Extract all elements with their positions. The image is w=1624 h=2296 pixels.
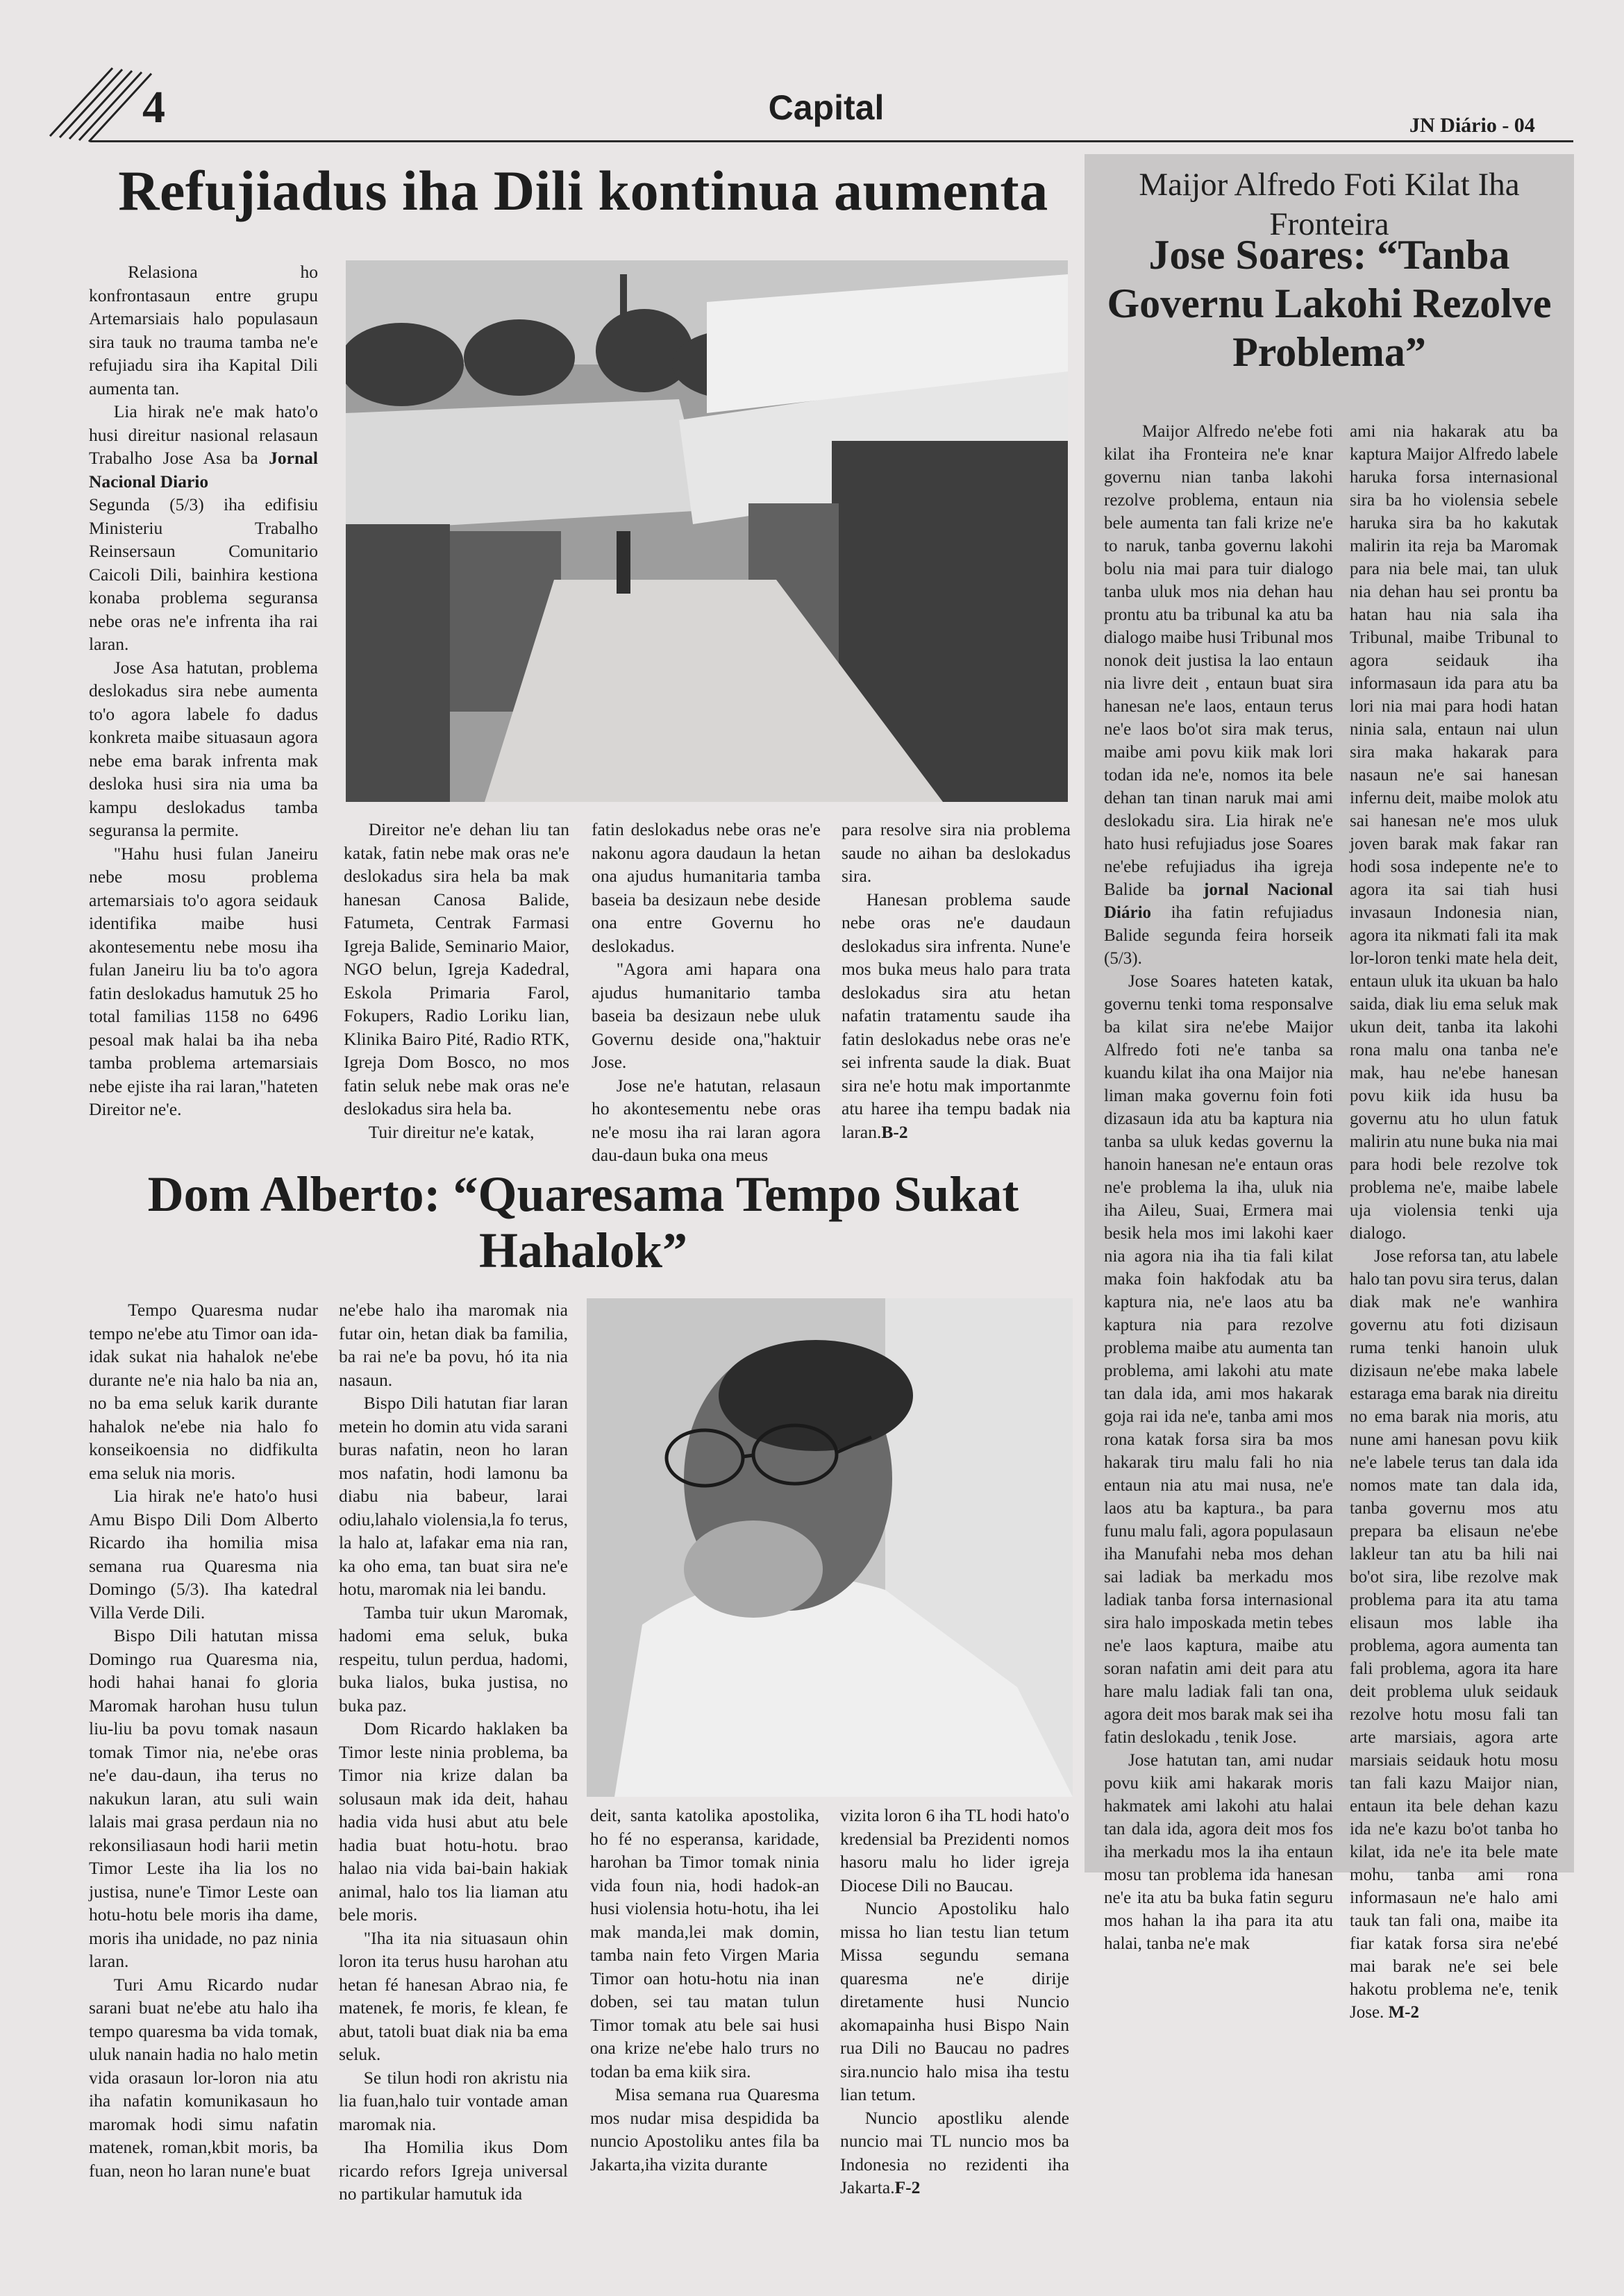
author-signature: B-2 xyxy=(881,1121,908,1142)
paragraph: Relasiona ho konfrontasaun entre grupu Artemarsiais halo populasaun sira tauk no trauma tamba ne'e refujiadu sira iha Kapital Dili aumenta tan. xyxy=(89,262,318,399)
paragraph: Bispo Dili hatutan fiar laran metein ho domin atu vida sarani buras nafatin, neon ho laran mos nafatin, hodi lamonu ba diabu nia babeur, larai odiu,lahalo violensia,la fo terus, la halo at, lafakar ema nia ran, ka oho ema, tan buat sira ne'e hotu, maromak nia lei bandu. xyxy=(339,1393,568,1599)
refugee-camp-photo xyxy=(346,260,1068,802)
paragraph: Se tilun hodi ron akristu nia lia fuan,halo tuir vontade aman maromak nia. xyxy=(339,2067,568,2134)
paragraph: Dom Ricardo haklaken ba Timor leste ninia problema, ba Timor nia krize dalan ba solusaun mak ida deit, hahau hadia vida husi abut atu bele hadia buat hotu-hotu. brao halao nia vida bai-bain hakiak animal, halo tos lia liaman atu bele moris. xyxy=(339,1718,568,1925)
paragraph: Turi Amu Ricardo nudar sarani buat ne'ebe atu halo iha tempo quaresma ba vida tomak, uluk nanain hadia no halo metin vida orasaun lor-loron nia atu iha nafatin komunikasaun ho maromak hodi simu nafatin matenek, roman,kbit moris, ba fuan, neon ho laran nune'e buat xyxy=(89,1974,318,2181)
header-rule xyxy=(90,140,1573,142)
paragraph: Jose hatutan tan, ami nudar povu kiik ami hakarak moris hakmatek ami lakohi atu halai tan dala ida, agora deit mos fos iha merkadu mos la iha entaun mosu tan problema ida hanesan ne'e ita atu ba buka fatin seguru mos hahan la iha para ita atu halai, tanba ne'e mak xyxy=(1104,1751,1333,1953)
paragraph: Misa semana rua Quaresma mos nudar misa despidida ba nuncio Apostoliku antes fila ba Jakarta,iha vizita durante xyxy=(590,2084,819,2175)
bishop-portrait-photo xyxy=(587,1298,1073,1797)
article2-col3 xyxy=(590,1804,819,2176)
paragraph: Hanesan problema saude nebe oras ne'e daudaun deslokadus sira infrenta. Nune'e mos buka meus halo para trata deslokadus sira atu hetan nafatin tratamentu saude iha fatin deslokadus nebe oras ne'e sei infrenta saude la diak. Buat sira ne'e hotu mak importanmte atu haree iha tempu badak nia laran.B-2 xyxy=(842,889,1071,1142)
paragraph: ne'ebe halo iha maromak nia futar oin, hetan diak ba familia, ba rai ne'e ba povu, hó ita nia nasaun. xyxy=(339,1300,568,1390)
paragraph: Nuncio Apostoliku halo missa ho lian testu lian tetum Missa segundu semana quaresma ne'e dirije diretamente husi Nuncio akomapainha husi Bispo Nain rua Dili no Baucau no padres sira.nuncio halo misa iha testu lian tetum. xyxy=(840,1898,1069,2104)
sidebar-col2 xyxy=(1350,420,1558,2024)
paragraph: para resolve sira nia problema saude no aihan ba deslokadus sira. xyxy=(842,819,1071,886)
sidebar-col1 xyxy=(1104,420,1333,1955)
article2-col2 xyxy=(339,1298,568,2206)
headline-line: Hahalok” xyxy=(478,1223,688,1279)
newspaper-name: Jornal Nacional Diario xyxy=(89,448,318,492)
paragraph: "Agora ami hapara ona ajudus humanitario tamba baseia ba desizaun nebe uluk Governu deside ona,"haktuir Jose. xyxy=(592,959,821,1072)
paragraph: Segunda (5/3) iha edifisiu Ministeriu Trabalho Reinsersaun Comunitario Caicoli Dili, bainhira kestiona konaba problema seguransa nebe oras ne'e infrenta iha rai laran. xyxy=(89,494,318,654)
paragraph: "Iha ita nia situasaun ohin loron ita terus husu harohan atu hetan fé hanesan Abrao nia, fe matenek, fe moris, fe klean, fe abut, tatoli buat diak nia ba ema seluk. xyxy=(339,1927,568,2064)
paragraph: Tamba tuir ukun Maromak, hadomi ema seluk, buka respeitu, tulun perdua, hadomi, buka lialos, buka justisa, no buka paz. xyxy=(339,1602,568,1716)
paragraph: Jose Asa hatutan, problema deslokadus sira nebe aumenta to'o agora labele fo dadus konkreta maibe situasaun agora nebe ema barak infrenta mak desloka husi sira nia uma ba kampu deslokadus tamba seguransa la permite. xyxy=(89,657,318,840)
paragraph: Tempo Quaresma nudar tempo ne'ebe atu Timor oan ida-idak sukat nia hahalok ne'ebe durante ne'e nia halo ba nia an, no ba ema seluk karik durante hahalok ne'ebe nia halo fo konseikoensia no didfikulta ema seluk nia moris. xyxy=(89,1300,318,1483)
paragraph: Maijor Alfredo ne'ebe foti kilat iha Fronteira ne'e knar governu nian tanba lakohi rezolve problema, entaun nia bele aumenta tan fali krize ne'e to naruk, tanba governu lakohi bolu nia mai para tuir dialogo tanba uluk mos nia dehan hau prontu atu ba tribunal ka atu ba dialogo maibe husi Tribunal mos nonok deit justisa la lao entaun nia livre deit , entaun buat sira hanesan ne'e laos, entaun terus ne'e laos bo'ot sira mak terus, maibe ami povu kiik mak lori todan ida ne'e, nomos ita bele dehan tan tinan naruk mai ami deslokadu sira. Lia hirak ne'e hato husi refujiadus jose Soares ne'ebe refujiadus iha igreja Balide ba jornal Nacional Diário iha fatin refujiadus Balide segunda feira horseik (5/3). xyxy=(1104,422,1333,968)
paragraph: Direitor ne'e dehan liu tan katak, fatin nebe mak oras ne'e deslokadus sira hela ba mak hanesan Canosa Balide, Fatumeta, Centrak Farmasi Igreja Balide, Seminario Maior, NGO belun, Igreja Kadedral, Eskola Primaria Farol, Fokupers, Radio Loriku lian, Klinika Bairo Pité, Radio RTK, Igreja Dom Bosco, no mos fatin seluk nebe mak oras ne'e deslokadus sira hela ba. xyxy=(344,819,569,1118)
article1-col2 xyxy=(344,818,569,1143)
article1-col1 xyxy=(89,260,318,1121)
section-title: Capital xyxy=(768,88,885,127)
headline-line: Dom Alberto: “Quaresama Tempo Sukat xyxy=(147,1166,1019,1222)
paragraph: Tuir direitur ne'e katak, xyxy=(368,1121,535,1142)
paragraph: Nuncio apostliku alende nuncio mai TL nuncio mos ba Indonesia no rezidenti iha Jakarta.F-2 xyxy=(840,2107,1069,2197)
author-signature: F-2 xyxy=(894,2177,921,2197)
paragraph: Jose ne'e hatutan, relasaun ho akontesementu nebe oras ne'e mosu iha rai laran agora dau-daun buka ona meus xyxy=(592,1075,821,1165)
paragraph: vizita loron 6 iha TL hodi hato'o kredensial ba Prezidenti nomos hasoru malu ho lider igreja Diocese Dili no Baucau. xyxy=(840,1805,1069,1895)
paragraph: Jose reforsa tan, atu labele halo tan povu sira terus, dalan diak mak ne'e wanhira governu atu foti dizisaun ruma tenki hanoin uluk dizisaun ne'ebe maka labele estaraga ema barak nia direitu no ema barak nia moris, atu nune ami hanesan povu kiik ne'e labele terus tan dala ida nomos mate tan dala ida, tanba governu mos atu prepara ba elisaun ne'ebe lakleur tan atu ba hili nai bo'ot sira, libe rezolve mak problema para ita atu tama elisaun mos lable iha problema, agora aumenta tan fali problema, agora ita hare deit problema uluk seidauk rezolve hotu mosu fali tan arte marsiais, agora arte marsiais seidauk hotu mosu tan fali kazu Maijor nian, entaun ita bele dehan kazu ida ne'e kazu bo'ot tanba ho kilat, ida ne'e ita bele mate mohu, tanba ami rona informasaun ne'e halo ami tauk tan fali ona, maibe ita fiar katak forsa sira ne'ebé mai barak ne'e sei bele hakotu problema ne'e, tenik Jose. M-2 xyxy=(1350,1247,1558,2022)
article2-col1 xyxy=(89,1298,318,2182)
paper-folio: JN Diário - 04 xyxy=(1409,114,1535,137)
paragraph: deit, santa katolika apostolika, ho fé no esperansa, karidade, harohan ba Timor tomak ninia vida foun nia, hodi hadok-an husi violensia hotu-hotu, iha lei mak manda,lei mak domin, tamba nain feto Virgen Maria Timor oan hotu-hotu nia inan doben, sei tau matan tulun Timor tomak atu bele sai husi ona krize ne'ebe halo trurs no todan ba ema kiik sira. xyxy=(590,1805,819,2081)
paragraph: Iha Homilia ikus Dom ricardo refors Igreja universal no partikular hamutuk ida xyxy=(339,2137,568,2204)
paragraph: Lia hirak ne'e mak hato'o husi direitur nasional relasaun Trabalho Jose Asa ba Jornal Nacional Diario xyxy=(89,401,318,492)
author-signature: M-2 xyxy=(1388,2003,1419,2022)
hatch-logo-icon xyxy=(43,60,154,143)
page-number: 4 xyxy=(142,82,165,133)
article2-col4 xyxy=(840,1804,1069,2199)
sidebar-kicker: Maijor Alfredo Foti Kilat Iha Fronteira xyxy=(1139,167,1520,243)
paragraph: fatin deslokadus nebe oras ne'e nakonu agora daudaun la hetan ona ajudus humanitaria tamba baseia ba desizaun nebe deside ona entre Governu ho deslokadus. xyxy=(592,819,821,956)
article2-headline xyxy=(90,1166,1076,1280)
sidebar-headline: Jose Soares: “Tanba Governu Lakohi Rezolve Problema” xyxy=(1107,232,1552,376)
article1-headline: Refujiadus iha Dili kontinua aumenta xyxy=(118,159,1048,222)
article1-col4 xyxy=(842,818,1071,1143)
newspaper-name: jornal Nacional Diário xyxy=(1104,880,1333,922)
paragraph: Jose Soares hateten katak, governu tenki toma responsalve ba kilat sira ne'ebe Maijor Alfredo foti ne'e tanba sa kuandu kilat iha ona Maijor nia liman maka governu foin foti dizasaun ida atu ba kaptura nia tanba sa uluk kedas governu la hanoin hanesan ne'e entaun oras ne'e problema la iha, uluk nia iha Aileu, Suai, Ermera mai besik hela mos imi lakohi kaer nia agora nia iha tia fali kilat maka foin hakfodak atu ba kaptura nia, ne'e laos atu ba kaptura nia para rezolve problema maibe atu aumenta tan problema, ami lakohi atu mate tan dala ida, ami mos hakarak goja rai ida ne'e, tanba ami mos rona katak forsa sira ba mos hakarak tiru malu fali ho nia entaun nia atu mai nusa, ne'e laos atu ba kaptura., ba para funu malu fali, agora populasaun iha Manufahi neba mos dehan sai ladiak ba merkadu mos ladiak tanba forsa internasional sira halo imposkada metin tebes ne'e laos kaptura, maibe atu soran nafatin ami deit para atu hare malu ladiak fali tan ona, agora deit mos barak mak sei iha fatin deslokadu , tenik Jose. xyxy=(1104,972,1333,1747)
paragraph: "Hahu husi fulan Janeiru nebe mosu problema artemarsiais to'o agora seidauk identifika maibe husi akontesementu nebe mosu iha fulan Janeiru liu ba to'o agora fatin deslokadus hamutuk 25 ho total familias 1158 no 6496 pesoal mak halai ba iha neba tamba problema artemarsiais nebe ejiste iha rai laran,"hateten Direitor ne'e. xyxy=(89,843,318,1119)
paragraph: Lia hirak ne'e hato'o husi Amu Bispo Dili Dom Alberto Ricardo iha homilia misa semana rua Quaresma nia Domingo (5/3). Iha katedral Villa Verde Dili. xyxy=(89,1486,318,1623)
article1-col3 xyxy=(592,818,821,1167)
paragraph: ami nia hakarak atu ba kaptura Maijor Alfredo labele haruka forsa internasional sira ba ho violensia sebele haruka sira ba ho kakutak malirin ita reja ba Maromak para nia bele mai, tan uluk nia dehan hau sei prontu ba hatan hau nia sala iha Tribunal, maibe Tribunal to agora seidauk iha informasaun ida para atu ba lori nia mai para hodi hatan ninia sala, entaun nai ulun sira maka hakarak para nasaun ne'e sai hanesan infernu deit, maibe molok atu sai hanesan ne'e mos uluk joven barak mak fakar ran hodi sosa indepente ne'e to agora ita sai tiah husi invasaun Indonesia nian, agora ita nikmati fali ita mak lor-loron tenki mate hela deit, entaun uluk ita ukuan ba halo saida, diak liu ema seluk mak ukun deit, tanba ita lakohi rona malu ona tanba ne'e mak, hau ne'ebe hanesan povu kiik ida husu ba governu atu ho ulun fatuk malirin atu nune buka nia mai para hodi bele rezolve tok problema ne'e, maibe labele uja violensia tenki uja dialogo. xyxy=(1350,422,1558,1243)
paragraph: Bispo Dili hatutan missa Domingo rua Quaresma nia, hodi hahai hanai fo gloria Maromak harohan husu tulun liu-liu ba povu tomak nasaun tomak Timor nia, ne'ebe oras ne'e dau-daun, iha terus no nakukun laran, atu suli wain lalais mai grasa perdaun nia no rekonsiliasaun hodi harii metin Timor Leste iha lia los no justisa, nune'e Timor Leste oan hotu-hotu bele moris iha dame, moris iha unidade, no paz ninia laran. xyxy=(89,1625,318,1971)
